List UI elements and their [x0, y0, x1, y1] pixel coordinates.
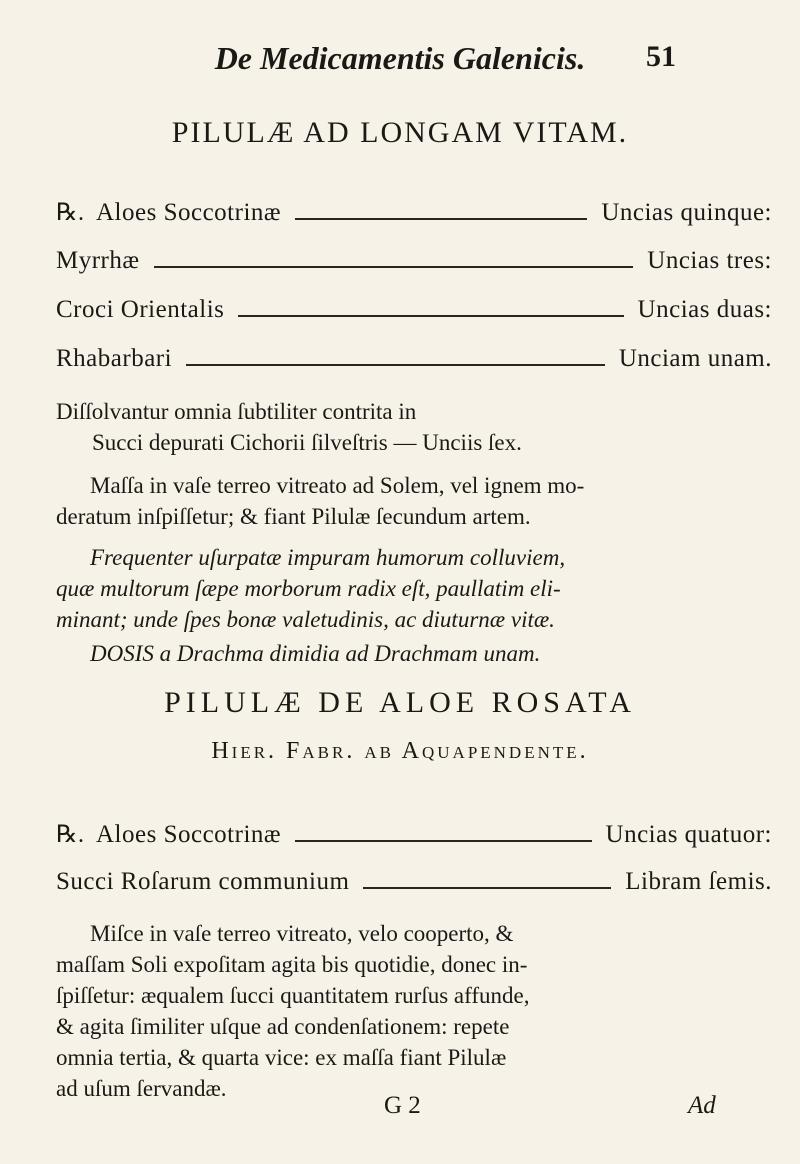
catchword: Ad: [688, 1092, 716, 1119]
text-line: Diſſolvantur omnia ſubtiliter contrita in: [56, 399, 417, 424]
text-line: ſpiſſetur: æqualem ſucci quantitatem rurſus affunde,: [56, 983, 530, 1008]
section-title-pilulae-aloe-rosata: PILULÆ DE ALOE ROSATA: [164, 686, 636, 719]
ingredient-name: Croci Orientalis: [56, 296, 225, 323]
leader-dash: [186, 364, 605, 366]
text-line: DOSIS a Drachma dimidia ad Drachmam unam.: [90, 641, 541, 666]
ingredient-line: [56, 198, 772, 232]
ingredient-quantity: Uncias quinque:: [601, 199, 772, 226]
text-line: maſſam Soli expoſitam agita bis quotidie, donec in-: [56, 952, 528, 977]
signature-mark: G 2: [384, 1092, 421, 1119]
dosis-line: [56, 638, 772, 669]
page-number: 51: [646, 40, 676, 73]
ingredient-quantity: Libram ſemis.: [625, 868, 772, 895]
text-line: Succi depurati Cichorii ſilveſtris — Unciis ſex.: [92, 430, 522, 455]
text-line: minant; unde ſpes bonæ valetudinis, ac diuturnæ vitæ.: [56, 607, 555, 632]
dissolve-instruction: [56, 396, 772, 458]
running-header: [0, 40, 800, 77]
ingredient-quantity: Uncias duas:: [637, 296, 772, 323]
text-line: quæ multorum ſæpe morborum radix eſt, paullatim eli-: [56, 576, 561, 601]
section-attribution: Hier. Fabr. ab Aquapendente.: [211, 738, 589, 764]
leader-dash: [154, 266, 634, 268]
ingredient-line: [56, 296, 772, 330]
ingredient-name: Succi Roſarum communium: [56, 868, 350, 895]
leader-dash: [295, 218, 587, 220]
leader-dash: [238, 315, 623, 317]
ingredient-name: Aloes Soccotrinæ: [96, 821, 282, 848]
ingredient-line: [56, 868, 772, 902]
recipe-symbol: ℞.: [56, 822, 85, 848]
ingredient-line: [56, 820, 772, 854]
text-line: omnia tertia, & quarta vice: ex maſſa fiant Pilulæ: [56, 1045, 507, 1070]
text-line: Maſſa in vaſe terreo vitreato ad Solem, vel ignem mo-: [90, 473, 585, 498]
massa-instruction: [56, 470, 772, 532]
ingredient-quantity: Uncias tres:: [647, 247, 772, 274]
method-instruction: [56, 918, 772, 1104]
recipe-symbol: ℞.: [56, 200, 85, 226]
text-line: deratum inſpiſſetur; & fiant Pilulæ ſecundum artem.: [56, 504, 531, 529]
section-title-pilulae-longam-vitam: PILULÆ AD LONGAM VITAM.: [171, 116, 629, 149]
text-line: Frequenter uſurpatæ impuram humorum colluviem,: [90, 545, 566, 570]
text-line: Miſce in vaſe terreo vitreato, velo cooperto, &: [90, 921, 514, 946]
leader-dash: [295, 840, 591, 842]
ingredient-name: Aloes Soccotrinæ: [96, 199, 282, 226]
ingredient-line: [56, 247, 772, 281]
leader-dash: [363, 887, 611, 889]
ingredient-quantity: Uncias quatuor:: [605, 821, 772, 848]
ingredient-name: Rhabarbari: [56, 345, 173, 372]
running-title: De Medicamentis Galenicis.: [214, 40, 586, 76]
ingredient-line: [56, 345, 772, 379]
ingredient-quantity: Unciam unam.: [618, 345, 772, 372]
usage-note: [56, 542, 772, 635]
ingredient-name: Myrrhæ: [56, 247, 140, 274]
text-line: ad uſum ſervandæ.: [56, 1076, 227, 1101]
text-line: & agita ſimiliter uſque ad condenſationem: repete: [56, 1014, 510, 1039]
